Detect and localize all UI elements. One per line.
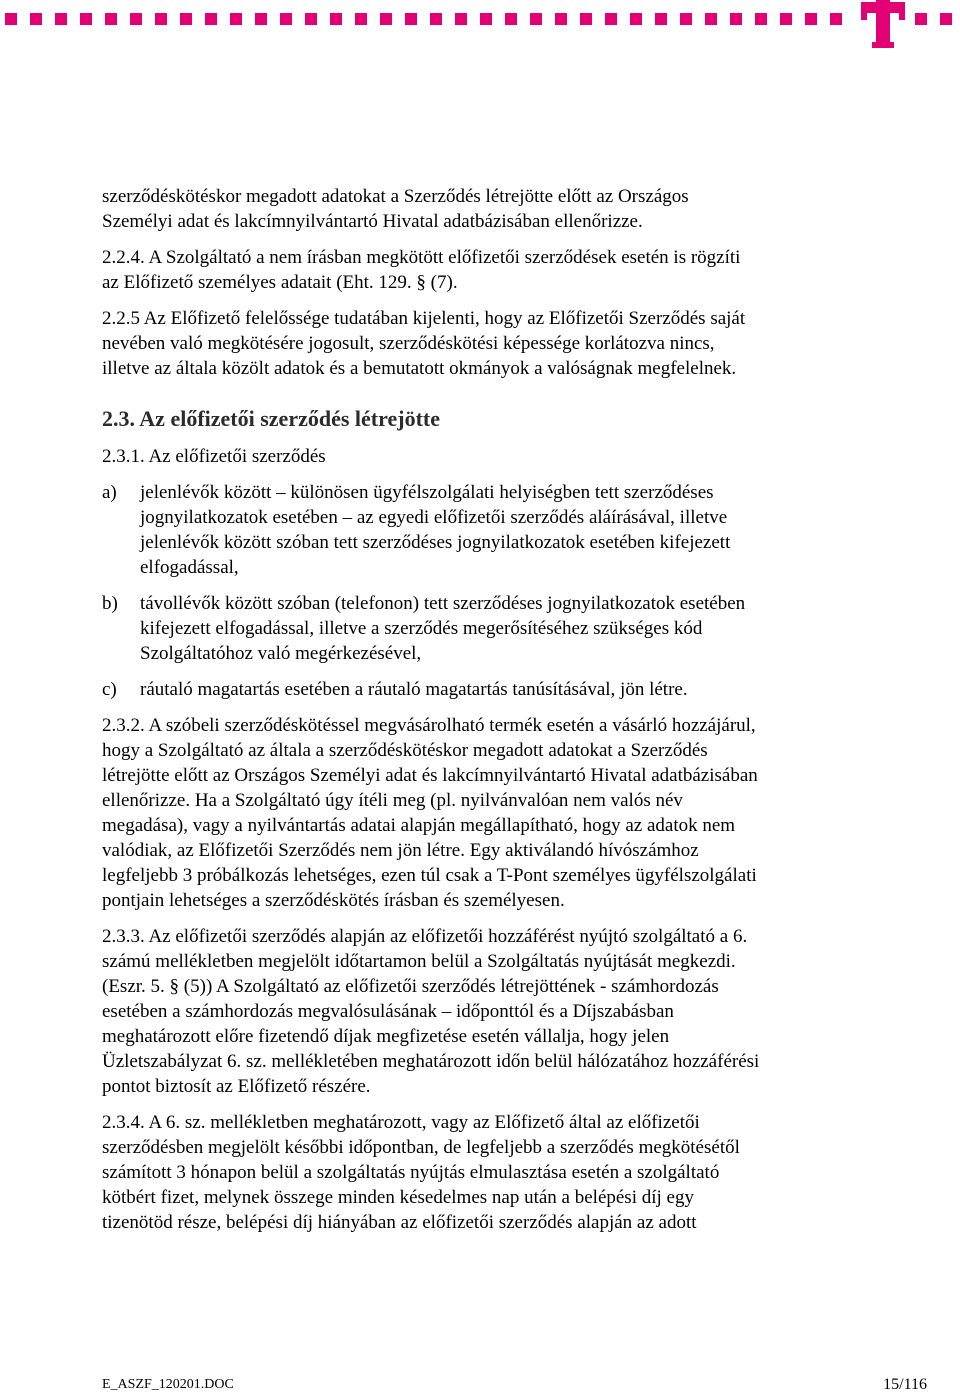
- text-line: számított 3 hónapon belül a szolgáltatás nyújtás elmulasztása esetén a szolgáltató: [102, 1162, 720, 1183]
- document-body: [102, 184, 942, 1246]
- text-line: számú mellékletben megjelölt időtartamon belül a Szolgáltatás nyújtását megkezdi.: [102, 951, 736, 972]
- text-line: jognyilatkozatok esetében – az egyedi előfizetői szerződés aláírásával, illetve: [140, 507, 728, 528]
- paragraph-2-3-1: [102, 444, 942, 469]
- brand-squares-strip: [915, 13, 952, 25]
- text-line: az Előfizető személyes adatait (Eht. 129. § (7).: [102, 272, 458, 293]
- text-line: esetében a számhordozás megvalósulásának – időponttól és a Díjszabásban: [102, 1001, 674, 1022]
- footer-filename: E_ASZF_120201.DOC: [102, 1377, 234, 1392]
- text-line: ráutaló magatartás esetében a ráutaló magatartás tanúsításával, jön létre.: [140, 679, 688, 700]
- text-line: távollévők között szóban (telefonon) tett szerződéses jognyilatkozatok esetében: [140, 593, 746, 614]
- text-line: hogy a Szolgáltató az általa a szerződéskötéskor megadott adatokat a Szerződés: [102, 740, 708, 761]
- section-heading: 2.3. Az előfizetői szerződés létrejötte: [102, 406, 440, 431]
- text-line: megadása), vagy a nyilvántartás adatai alapján megállapítható, hogy az adatok nem: [102, 815, 736, 836]
- text-line: (Eszr. 5. § (5)) A Szolgáltató az előfizetői szerződés létrejöttének - számhordozás: [102, 976, 719, 997]
- text-line: 2.3.1. Az előfizetői szerződés: [102, 446, 326, 467]
- text-line: 2.3.4. A 6. sz. mellékletben meghatározott, vagy az Előfizető által az előfizetői: [102, 1112, 700, 1133]
- brand-squares-strip: [5, 13, 842, 25]
- paragraph-2-3-3: [102, 924, 942, 1099]
- paragraph-continuation: [102, 184, 942, 234]
- text-line: legfeljebb 3 próbálkozás lehetséges, ezen túl csak a T-Pont személyes ügyfélszolgálati: [102, 865, 757, 886]
- paragraph-2-2-5: [102, 306, 942, 381]
- paragraph-2-2-4: [102, 245, 942, 295]
- text-line: illetve az általa közölt adatok és a bemutatott okmányok a valóságnak megfelelnek.: [102, 358, 737, 379]
- text-line: kifejezett elfogadással, illetve a szerződés megerősítéséhez szükséges kód: [140, 618, 703, 639]
- text-line: nevében való megkötésére jogosult, szerződéskötési képessége korlátozva nincs,: [102, 333, 715, 354]
- text-line: 2.2.4. A Szolgáltató a nem írásban megkötött előfizetői szerződések esetén is rögzíti: [102, 247, 741, 268]
- list-marker: b): [102, 593, 118, 614]
- paragraph-2-3-2: [102, 713, 942, 913]
- text-line: ellenőrizze. Ha a Szolgáltató úgy ítéli meg (pl. nyilvánvalóan nem valós név: [102, 790, 683, 811]
- list-item-b: [102, 591, 942, 666]
- text-line: Személyi adat és lakcímnyilvántartó Hivatal adatbázisában ellenőrizze.: [102, 211, 643, 232]
- text-line: szerződéskötéskor megadott adatokat a Szerződés létrejötte előtt az Országos: [102, 186, 689, 207]
- text-line: Szolgáltatóhoz való megérkezésével,: [140, 643, 422, 664]
- list-item-a: [102, 480, 942, 580]
- text-line: Üzletszabályzat 6. sz. mellékletében meghatározott időn belül hálózatához hozzáférési: [102, 1051, 760, 1072]
- list-marker: c): [102, 679, 117, 700]
- text-line: elfogadással,: [140, 557, 239, 578]
- list-item-text: [140, 480, 942, 580]
- text-line: 2.3.3. Az előfizetői szerződés alapján az előfizetői hozzáférést nyújtó szolgáltató a 6.: [102, 926, 748, 947]
- paragraph-2-3-4: [102, 1110, 942, 1235]
- text-line: valódiak, az Előfizetői Szerződés nem jön létre. Egy aktiválandó hívószámhoz: [102, 840, 699, 861]
- text-line: létrejötte előtt az Országos Személyi adat és lakcímnyilvántartó Hivatal adatbázisában: [102, 765, 758, 786]
- text-line: jelenlévők között – különösen ügyfélszolgálati helyiségben tett szerződéses: [140, 482, 714, 503]
- text-line: pontjain lehetséges a szerződéskötés írásban és személyesen.: [102, 890, 565, 911]
- text-line: kötbért fizet, melynek összege minden késedelmes nap után a belépési díj egy: [102, 1187, 694, 1208]
- list-item-c: [102, 677, 942, 702]
- text-line: 2.3.2. A szóbeli szerződéskötéssel megvásárolható termék esetén a vásárló hozzájárul,: [102, 715, 756, 736]
- page-number: 15/116: [883, 1376, 927, 1393]
- list-item-text: [140, 677, 942, 702]
- list-item-text: [140, 591, 942, 666]
- list-marker: a): [102, 482, 117, 503]
- text-line: 2.2.5 Az Előfizető felelőssége tudatában kijelenti, hogy az Előfizetői Szerződés saját: [102, 308, 746, 329]
- text-line: tizenötöd része, belépési díj hiányában az előfizetői szerződés alapján az adott: [102, 1212, 697, 1233]
- text-line: pontot biztosít az Előfizető részére.: [102, 1076, 371, 1097]
- text-line: szerződésben megjelölt későbbi időpontban, de legfeljebb a szerződés megkötésétől: [102, 1137, 740, 1158]
- text-line: meghatározott előre fizetendő díjak megfizetése esetén vállalja, hogy jelen: [102, 1026, 670, 1047]
- telekom-t-logo-icon: [861, 0, 905, 48]
- text-line: jelenlévők között szóban tett szerződéses jognyilatkozatok esetében kifejezett: [140, 532, 731, 553]
